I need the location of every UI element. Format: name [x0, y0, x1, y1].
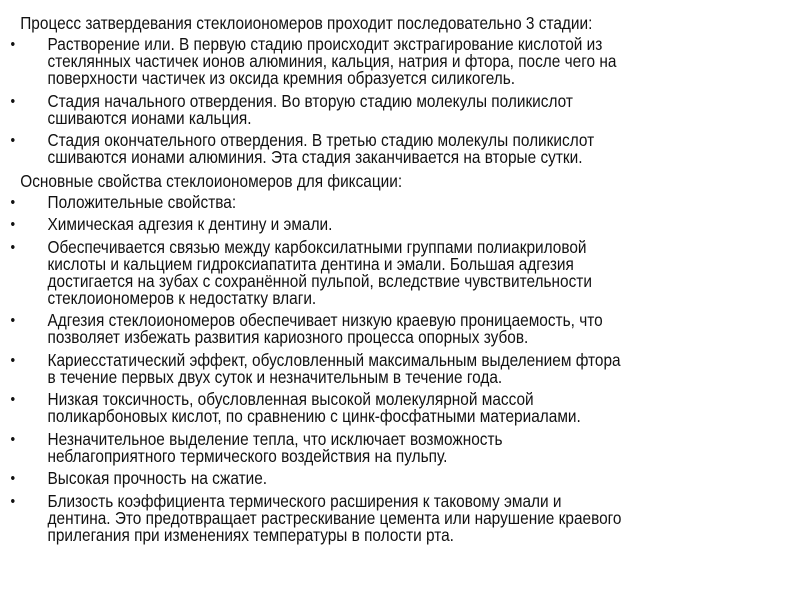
text-line: Незначительное выделение тепла, что исключает возможность	[47, 428, 503, 449]
bullet-item	[0, 490, 792, 545]
bullet-icon: •	[10, 216, 16, 233]
text-line: в течение первых двух суток и незначительным в течение года.	[47, 366, 503, 387]
bullet-item	[0, 349, 792, 387]
bullet-item	[0, 90, 792, 128]
text-line: Высокая прочность на сжатие.	[47, 468, 268, 488]
text-line: поликарбоновых кислот, по сравнению с цинк-фосфатными материалами.	[47, 406, 581, 426]
section-heading-curing-stages: Процесс затвердевания стеклоиономеров проходит последовательно 3 стадии:	[20, 13, 593, 33]
bullet-icon: •	[10, 193, 16, 211]
bullet-item	[0, 216, 792, 233]
bullet-icon: •	[10, 312, 16, 329]
text-line: Обеспечивается связью между карбоксилатными группами полиакриловой	[47, 236, 587, 257]
bullet-icon: •	[10, 36, 16, 53]
text-line: Стадия начального отвердения. Во вторую стадию молекулы поликислот	[47, 90, 573, 111]
bullet-icon: •	[10, 492, 16, 510]
text-line: Близость коэффициента термического расширения к таковому эмали и	[47, 490, 562, 511]
text-line: Химическая адгезия к дентину и эмали.	[47, 214, 333, 234]
text-line: Положительные свойства:	[47, 191, 237, 212]
text-line: Стадия окончательного отвердения. В третью стадию молекулы поликислот	[47, 130, 595, 150]
bullet-item	[0, 191, 792, 212]
bullet-icon: •	[10, 92, 16, 110]
text-line: сшиваются ионами алюминия. Эта стадия заканчивается на вторые сутки.	[47, 147, 583, 167]
text-line: неблагоприятного термического воздействия на пульпу.	[47, 445, 448, 466]
text-line: Низкая токсичность, обусловленная высокой молекулярной массой	[47, 389, 534, 409]
text-line: сшиваются ионами кальция.	[47, 107, 252, 128]
bullet-item	[0, 132, 792, 166]
bullet-item	[0, 428, 792, 466]
bullet-item	[0, 36, 792, 87]
bullet-icon: •	[10, 470, 16, 487]
text-line: позволяет избежать развития кариозного процесса опорных зубов.	[47, 327, 529, 347]
bullet-item	[0, 312, 792, 346]
bullet-icon: •	[10, 351, 16, 369]
text-line: дентина. Это предотвращает растрескивание цемента или нарушение краевого	[47, 507, 622, 528]
bullet-icon: •	[10, 132, 16, 149]
text-line: стеклянных частичек ионов алюминия, кальция, натрия и фтора, после чего на	[47, 51, 617, 71]
text-line: Растворение или. В первую стадию происходит экстрагирование кислотой из	[47, 34, 603, 54]
bullet-item	[0, 236, 792, 308]
bullet-icon: •	[10, 430, 16, 448]
text-line: Адгезия стеклоиономеров обеспечивает низкую краевую проницаемость, что	[47, 310, 603, 330]
slide-content	[0, 14, 792, 549]
bullet-item	[0, 391, 792, 425]
text-line: Кариесстатический эффект, обусловленный максимальным выделением фтора	[47, 349, 621, 370]
text-line: кислоты и кальцием гидроксиапатита дентина и эмали. Большая адгезия	[47, 253, 574, 274]
text-line: стеклоиономеров к недостатку влаги.	[47, 287, 317, 308]
bullet-icon: •	[10, 238, 16, 256]
text-line: поверхности частичек из оксида кремния образуется силикогель.	[47, 68, 516, 88]
text-line: достигается на зубах с сохранённой пульпой, вследствие чувствительности	[47, 270, 592, 291]
bullet-icon: •	[10, 391, 16, 408]
section-heading-properties: Основные свойства стеклоиономеров для фиксации:	[20, 170, 403, 191]
text-line: прилегания при изменениях температуры в полости рта.	[47, 524, 454, 545]
bullet-item	[0, 470, 792, 487]
